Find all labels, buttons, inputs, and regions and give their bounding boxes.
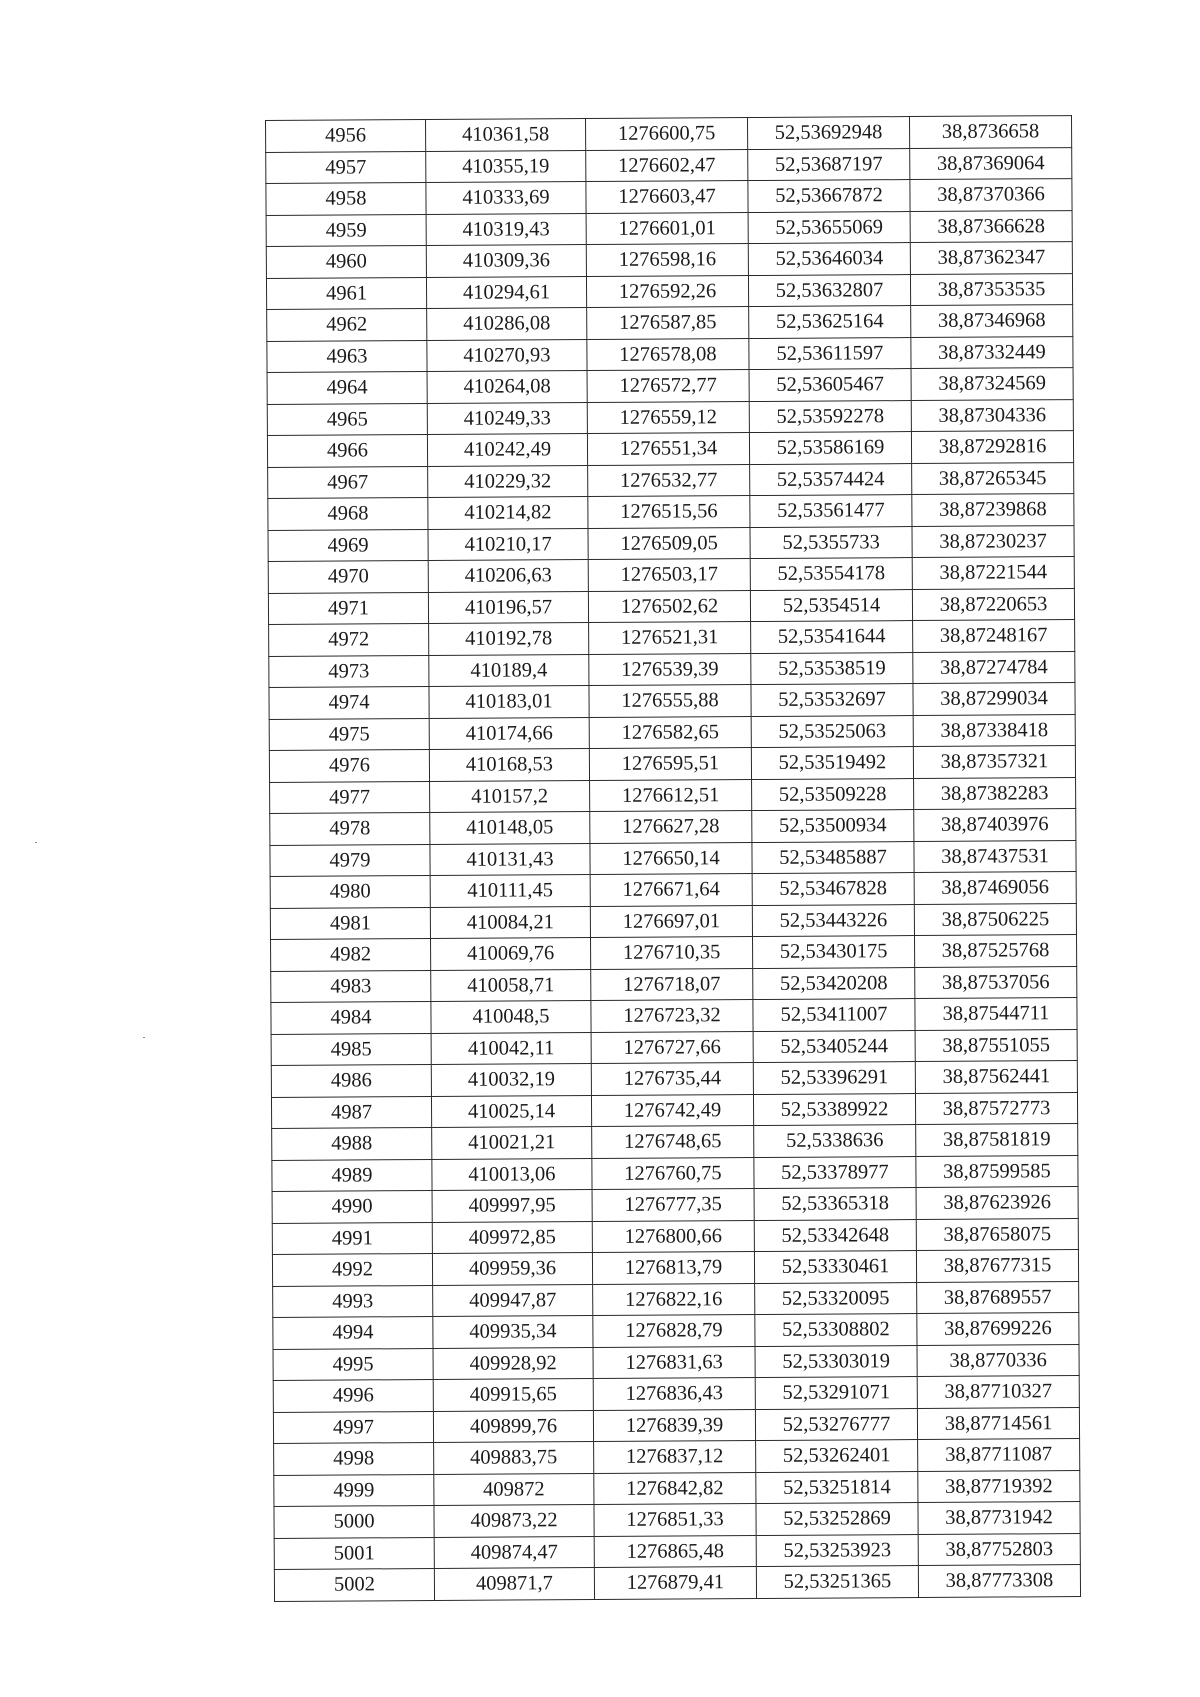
latitude-cell: 52,53574424 <box>750 463 912 495</box>
coordinates-table <box>265 115 1081 1601</box>
y-coordinate-cell: 1276735,44 <box>591 1063 753 1095</box>
x-coordinate-cell: 410294,61 <box>426 276 586 308</box>
longitude-cell: 38,87469056 <box>914 872 1076 904</box>
longitude-cell: 38,87562441 <box>915 1061 1077 1093</box>
longitude-cell: 38,87711087 <box>918 1439 1080 1471</box>
longitude-cell: 38,87773308 <box>918 1565 1080 1597</box>
y-coordinate-cell: 1276851,33 <box>594 1504 756 1536</box>
latitude-cell: 52,53251814 <box>756 1471 918 1503</box>
table-row <box>266 242 1072 278</box>
point-number-cell: 4978 <box>270 813 430 845</box>
x-coordinate-cell: 410309,36 <box>426 245 586 277</box>
y-coordinate-cell: 1276742,49 <box>591 1094 753 1126</box>
longitude-cell: 38,87369064 <box>910 147 1072 179</box>
latitude-cell: 52,53532697 <box>751 684 913 716</box>
point-number-cell: 4982 <box>271 939 431 971</box>
table-row <box>270 809 1076 845</box>
latitude-cell: 52,53605467 <box>749 369 911 401</box>
y-coordinate-cell: 1276612,51 <box>590 779 752 811</box>
x-coordinate-cell: 410111,45 <box>430 875 590 907</box>
y-coordinate-cell: 1276578,08 <box>587 338 749 370</box>
x-coordinate-cell: 409959,36 <box>432 1253 592 1285</box>
table-row <box>270 840 1076 876</box>
longitude-cell: 38,87382283 <box>914 777 1076 809</box>
longitude-cell: 38,87338418 <box>913 714 1075 746</box>
longitude-cell: 38,87537056 <box>915 966 1077 998</box>
point-number-cell: 4993 <box>273 1285 433 1317</box>
y-coordinate-cell: 1276521,31 <box>589 622 751 654</box>
x-coordinate-cell: 410021,21 <box>432 1127 592 1159</box>
point-number-cell: 4987 <box>271 1096 431 1128</box>
table-row <box>266 210 1072 246</box>
x-coordinate-cell: 410131,43 <box>430 843 590 875</box>
x-coordinate-cell: 410168,53 <box>429 749 589 781</box>
x-coordinate-cell: 409972,85 <box>432 1221 592 1253</box>
y-coordinate-cell: 1276601,01 <box>586 212 748 244</box>
x-coordinate-cell: 410333,69 <box>426 182 586 214</box>
point-number-cell: 4994 <box>273 1316 433 1348</box>
point-number-cell: 4969 <box>268 529 428 561</box>
latitude-cell: 52,53519492 <box>751 747 913 779</box>
y-coordinate-cell: 1276828,79 <box>593 1315 755 1347</box>
x-coordinate-cell: 410210,17 <box>428 528 588 560</box>
y-coordinate-cell: 1276650,14 <box>590 842 752 874</box>
y-coordinate-cell: 1276723,32 <box>591 1000 753 1032</box>
point-number-cell: 4991 <box>272 1222 432 1254</box>
x-coordinate-cell: 410192,78 <box>429 623 589 655</box>
latitude-cell: 52,53262401 <box>756 1440 918 1472</box>
y-coordinate-cell: 1276595,51 <box>589 748 751 780</box>
longitude-cell: 38,87248167 <box>913 620 1075 652</box>
y-coordinate-cell: 1276697,01 <box>590 905 752 937</box>
longitude-cell: 38,87362347 <box>910 242 1072 274</box>
table-row <box>269 620 1075 656</box>
latitude-cell: 52,53485887 <box>752 841 914 873</box>
longitude-cell: 38,8770336 <box>917 1344 1079 1376</box>
x-coordinate-cell: 409915,65 <box>433 1379 593 1411</box>
table-row <box>274 1502 1080 1538</box>
longitude-cell: 38,87731942 <box>918 1502 1080 1534</box>
latitude-cell: 52,53592278 <box>749 400 911 432</box>
longitude-cell: 38,87239868 <box>912 494 1074 526</box>
latitude-cell: 52,53525063 <box>751 715 913 747</box>
latitude-cell: 52,53430175 <box>752 936 914 968</box>
y-coordinate-cell: 1276551,34 <box>587 433 749 465</box>
y-coordinate-cell: 1276539,39 <box>589 653 751 685</box>
longitude-cell: 38,87710327 <box>917 1376 1079 1408</box>
longitude-cell: 38,87551055 <box>915 1029 1077 1061</box>
latitude-cell: 52,53646034 <box>748 243 910 275</box>
table-row <box>269 651 1075 687</box>
point-number-cell: 4998 <box>274 1442 434 1474</box>
y-coordinate-cell: 1276727,66 <box>591 1031 753 1063</box>
x-coordinate-cell: 409872 <box>434 1473 594 1505</box>
longitude-cell: 38,87230237 <box>912 525 1074 557</box>
longitude-cell: 38,87572773 <box>915 1092 1077 1124</box>
point-number-cell: 4964 <box>267 372 427 404</box>
point-number-cell: 4972 <box>269 624 429 656</box>
table-row <box>269 683 1075 719</box>
y-coordinate-cell: 1276837,12 <box>594 1441 756 1473</box>
longitude-cell: 38,87437531 <box>914 840 1076 872</box>
y-coordinate-cell: 1276587,85 <box>587 307 749 339</box>
y-coordinate-cell: 1276813,79 <box>592 1252 754 1284</box>
y-coordinate-cell: 1276718,07 <box>591 968 753 1000</box>
latitude-cell: 52,53378977 <box>754 1156 916 1188</box>
longitude-cell: 38,87346968 <box>911 305 1073 337</box>
latitude-cell: 52,53655069 <box>748 211 910 243</box>
y-coordinate-cell: 1276879,41 <box>594 1567 756 1599</box>
y-coordinate-cell: 1276555,88 <box>589 685 751 717</box>
table-row <box>271 998 1077 1034</box>
table-row <box>273 1407 1079 1443</box>
table-row <box>274 1565 1080 1601</box>
point-number-cell: 4986 <box>271 1065 431 1097</box>
table-row <box>273 1313 1079 1349</box>
table-row <box>267 305 1073 341</box>
scan-speck <box>143 1037 145 1038</box>
table-row <box>272 1124 1078 1160</box>
x-coordinate-cell: 410148,05 <box>430 812 590 844</box>
latitude-cell: 52,53538519 <box>751 652 913 684</box>
x-coordinate-cell: 410355,19 <box>426 150 586 182</box>
table-row <box>274 1533 1080 1569</box>
point-number-cell: 4962 <box>267 309 427 341</box>
table-row <box>272 1155 1078 1191</box>
point-number-cell: 4970 <box>268 561 428 593</box>
point-number-cell: 4958 <box>266 183 426 215</box>
table-row <box>273 1281 1079 1317</box>
y-coordinate-cell: 1276572,77 <box>587 370 749 402</box>
table-row <box>266 147 1072 183</box>
point-number-cell: 4997 <box>273 1411 433 1443</box>
point-number-cell: 4981 <box>270 907 430 939</box>
point-number-cell: 4957 <box>266 151 426 183</box>
point-number-cell: 4996 <box>273 1379 433 1411</box>
latitude-cell: 52,53251365 <box>756 1566 918 1598</box>
longitude-cell: 38,87299034 <box>913 683 1075 715</box>
latitude-cell: 52,53365318 <box>754 1188 916 1220</box>
table-row <box>267 431 1073 467</box>
point-number-cell: 4967 <box>268 466 428 498</box>
y-coordinate-cell: 1276836,43 <box>593 1378 755 1410</box>
latitude-cell: 52,53330461 <box>754 1251 916 1283</box>
x-coordinate-cell: 410206,63 <box>428 560 588 592</box>
x-coordinate-cell: 410264,08 <box>427 371 587 403</box>
table-row <box>271 1029 1077 1065</box>
point-number-cell: 4966 <box>267 435 427 467</box>
point-number-cell: 4965 <box>267 403 427 435</box>
y-coordinate-cell: 1276509,05 <box>588 527 750 559</box>
table-body <box>266 116 1081 1601</box>
x-coordinate-cell: 409874,47 <box>434 1536 594 1568</box>
longitude-cell: 38,87265345 <box>912 462 1074 494</box>
y-coordinate-cell: 1276842,82 <box>594 1472 756 1504</box>
y-coordinate-cell: 1276502,62 <box>588 590 750 622</box>
point-number-cell: 4999 <box>274 1474 434 1506</box>
latitude-cell: 52,53320095 <box>755 1282 917 1314</box>
y-coordinate-cell: 1276600,75 <box>585 118 747 150</box>
x-coordinate-cell: 409883,75 <box>434 1442 594 1474</box>
table-row <box>271 935 1077 971</box>
table-row <box>268 525 1074 561</box>
table-row <box>266 179 1072 215</box>
table-row <box>270 777 1076 813</box>
point-number-cell: 5002 <box>274 1568 434 1600</box>
longitude-cell: 38,87525768 <box>914 935 1076 967</box>
point-number-cell: 4979 <box>270 844 430 876</box>
point-number-cell: 4984 <box>271 1002 431 1034</box>
point-number-cell: 4975 <box>269 718 429 750</box>
x-coordinate-cell: 410183,01 <box>429 686 589 718</box>
x-coordinate-cell: 410229,32 <box>428 465 588 497</box>
table-row <box>267 336 1073 372</box>
y-coordinate-cell: 1276503,17 <box>588 559 750 591</box>
table-row <box>272 1218 1078 1254</box>
latitude-cell: 52,53252869 <box>756 1503 918 1535</box>
x-coordinate-cell: 410286,08 <box>427 308 587 340</box>
latitude-cell: 52,53541644 <box>751 621 913 653</box>
latitude-cell: 52,53692948 <box>747 117 909 149</box>
latitude-cell: 52,53396291 <box>753 1062 915 1094</box>
y-coordinate-cell: 1276603,47 <box>586 181 748 213</box>
latitude-cell: 52,53291071 <box>755 1377 917 1409</box>
y-coordinate-cell: 1276515,56 <box>588 496 750 528</box>
table-row <box>268 494 1074 530</box>
point-number-cell: 4985 <box>271 1033 431 1065</box>
table-row <box>273 1344 1079 1380</box>
x-coordinate-cell: 409873,22 <box>434 1505 594 1537</box>
table-row <box>268 462 1074 498</box>
x-coordinate-cell: 410084,21 <box>430 906 590 938</box>
y-coordinate-cell: 1276627,28 <box>590 811 752 843</box>
point-number-cell: 4980 <box>270 876 430 908</box>
point-number-cell: 4973 <box>269 655 429 687</box>
point-number-cell: 4992 <box>272 1253 432 1285</box>
latitude-cell: 52,53342648 <box>754 1219 916 1251</box>
latitude-cell: 52,53467828 <box>752 873 914 905</box>
x-coordinate-cell: 410032,19 <box>431 1064 591 1096</box>
longitude-cell: 38,87719392 <box>918 1470 1080 1502</box>
y-coordinate-cell: 1276602,47 <box>586 149 748 181</box>
longitude-cell: 38,87292816 <box>911 431 1073 463</box>
y-coordinate-cell: 1276671,64 <box>590 874 752 906</box>
longitude-cell: 38,87658075 <box>916 1218 1078 1250</box>
y-coordinate-cell: 1276822,16 <box>593 1283 755 1315</box>
x-coordinate-cell: 410042,11 <box>431 1032 591 1064</box>
latitude-cell: 52,53611597 <box>749 337 911 369</box>
x-coordinate-cell: 409947,87 <box>433 1284 593 1316</box>
table-row <box>268 588 1074 624</box>
x-coordinate-cell: 410048,5 <box>431 1001 591 1033</box>
longitude-cell: 38,87324569 <box>911 368 1073 400</box>
point-number-cell: 4995 <box>273 1348 433 1380</box>
latitude-cell: 52,53632807 <box>748 274 910 306</box>
point-number-cell: 4976 <box>269 750 429 782</box>
x-coordinate-cell: 409871,7 <box>434 1568 594 1600</box>
latitude-cell: 52,53405244 <box>753 1030 915 1062</box>
longitude-cell: 38,87689557 <box>917 1281 1079 1313</box>
table-row <box>267 368 1073 404</box>
point-number-cell: 5000 <box>274 1505 434 1537</box>
table-row <box>274 1470 1080 1506</box>
longitude-cell: 38,87752803 <box>918 1533 1080 1565</box>
table-row <box>272 1250 1078 1286</box>
longitude-cell: 38,87353535 <box>910 273 1072 305</box>
table-row <box>271 966 1077 1002</box>
table-row <box>266 273 1072 309</box>
longitude-cell: 38,87220653 <box>912 588 1074 620</box>
table-row <box>266 116 1072 152</box>
latitude-cell: 52,53276777 <box>755 1408 917 1440</box>
table-row <box>268 557 1074 593</box>
longitude-cell: 38,87544711 <box>915 998 1077 1030</box>
x-coordinate-cell: 410025,14 <box>431 1095 591 1127</box>
table-row <box>271 1092 1077 1128</box>
latitude-cell: 52,53308802 <box>755 1314 917 1346</box>
latitude-cell: 52,53509228 <box>752 778 914 810</box>
x-coordinate-cell: 410157,2 <box>430 780 590 812</box>
longitude-cell: 38,87304336 <box>911 399 1073 431</box>
y-coordinate-cell: 1276582,65 <box>589 716 751 748</box>
longitude-cell: 38,87581819 <box>916 1124 1078 1156</box>
x-coordinate-cell: 410249,33 <box>427 402 587 434</box>
point-number-cell: 4961 <box>266 277 426 309</box>
latitude-cell: 52,53554178 <box>750 558 912 590</box>
x-coordinate-cell: 410270,93 <box>427 339 587 371</box>
longitude-cell: 38,8736658 <box>909 116 1071 148</box>
point-number-cell: 4989 <box>272 1159 432 1191</box>
longitude-cell: 38,87623926 <box>916 1187 1078 1219</box>
point-number-cell: 4971 <box>268 592 428 624</box>
table-row <box>273 1376 1079 1412</box>
scan-speck <box>35 842 37 843</box>
longitude-cell: 38,87677315 <box>916 1250 1078 1282</box>
y-coordinate-cell: 1276559,12 <box>587 401 749 433</box>
point-number-cell: 4968 <box>268 498 428 530</box>
longitude-cell: 38,87714561 <box>917 1407 1079 1439</box>
point-number-cell: 4990 <box>272 1190 432 1222</box>
y-coordinate-cell: 1276865,48 <box>594 1535 756 1567</box>
x-coordinate-cell: 409935,34 <box>433 1316 593 1348</box>
longitude-cell: 38,87366628 <box>910 210 1072 242</box>
latitude-cell: 52,53687197 <box>748 148 910 180</box>
x-coordinate-cell: 409997,95 <box>432 1190 592 1222</box>
y-coordinate-cell: 1276831,63 <box>593 1346 755 1378</box>
latitude-cell: 52,5338636 <box>754 1125 916 1157</box>
longitude-cell: 38,87274784 <box>913 651 1075 683</box>
latitude-cell: 52,53561477 <box>750 495 912 527</box>
y-coordinate-cell: 1276592,26 <box>586 275 748 307</box>
y-coordinate-cell: 1276800,66 <box>592 1220 754 1252</box>
point-number-cell: 4988 <box>272 1128 432 1160</box>
x-coordinate-cell: 410319,43 <box>426 213 586 245</box>
latitude-cell: 52,53420208 <box>753 967 915 999</box>
table-row <box>272 1187 1078 1223</box>
point-number-cell: 4959 <box>266 214 426 246</box>
x-coordinate-cell: 410174,66 <box>429 717 589 749</box>
latitude-cell: 52,53389922 <box>753 1093 915 1125</box>
longitude-cell: 38,87506225 <box>914 903 1076 935</box>
longitude-cell: 38,87699226 <box>917 1313 1079 1345</box>
latitude-cell: 52,5354514 <box>750 589 912 621</box>
table-row <box>271 1061 1077 1097</box>
x-coordinate-cell: 409928,92 <box>433 1347 593 1379</box>
point-number-cell: 4983 <box>271 970 431 1002</box>
x-coordinate-cell: 410196,57 <box>428 591 588 623</box>
longitude-cell: 38,87221544 <box>912 557 1074 589</box>
table-row <box>270 872 1076 908</box>
x-coordinate-cell: 410069,76 <box>431 938 591 970</box>
x-coordinate-cell: 410189,4 <box>429 654 589 686</box>
latitude-cell: 52,53500934 <box>752 810 914 842</box>
latitude-cell: 52,53253923 <box>756 1534 918 1566</box>
x-coordinate-cell: 410058,71 <box>431 969 591 1001</box>
table-row <box>269 746 1075 782</box>
table-row <box>267 399 1073 435</box>
y-coordinate-cell: 1276710,35 <box>591 937 753 969</box>
table-row <box>274 1439 1080 1475</box>
x-coordinate-cell: 410214,82 <box>428 497 588 529</box>
latitude-cell: 52,53586169 <box>749 432 911 464</box>
x-coordinate-cell: 410242,49 <box>427 434 587 466</box>
y-coordinate-cell: 1276748,65 <box>592 1126 754 1158</box>
point-number-cell: 5001 <box>274 1537 434 1569</box>
latitude-cell: 52,53303019 <box>755 1345 917 1377</box>
point-number-cell: 4977 <box>270 781 430 813</box>
point-number-cell: 4960 <box>266 246 426 278</box>
y-coordinate-cell: 1276532,77 <box>588 464 750 496</box>
longitude-cell: 38,87403976 <box>914 809 1076 841</box>
longitude-cell: 38,87599585 <box>916 1155 1078 1187</box>
x-coordinate-cell: 410013,06 <box>432 1158 592 1190</box>
longitude-cell: 38,87332449 <box>911 336 1073 368</box>
point-number-cell: 4956 <box>266 120 426 152</box>
latitude-cell: 52,53443226 <box>752 904 914 936</box>
y-coordinate-cell: 1276760,75 <box>592 1157 754 1189</box>
y-coordinate-cell: 1276839,39 <box>593 1409 755 1441</box>
longitude-cell: 38,87370366 <box>910 179 1072 211</box>
point-number-cell: 4974 <box>269 687 429 719</box>
latitude-cell: 52,53411007 <box>753 999 915 1031</box>
y-coordinate-cell: 1276777,35 <box>592 1189 754 1221</box>
point-number-cell: 4963 <box>267 340 427 372</box>
table-row <box>269 714 1075 750</box>
latitude-cell: 52,53625164 <box>749 306 911 338</box>
y-coordinate-cell: 1276598,16 <box>586 244 748 276</box>
latitude-cell: 52,5355733 <box>750 526 912 558</box>
latitude-cell: 52,53667872 <box>748 180 910 212</box>
longitude-cell: 38,87357321 <box>913 746 1075 778</box>
x-coordinate-cell: 409899,76 <box>433 1410 593 1442</box>
x-coordinate-cell: 410361,58 <box>426 119 586 151</box>
table-row <box>270 903 1076 939</box>
